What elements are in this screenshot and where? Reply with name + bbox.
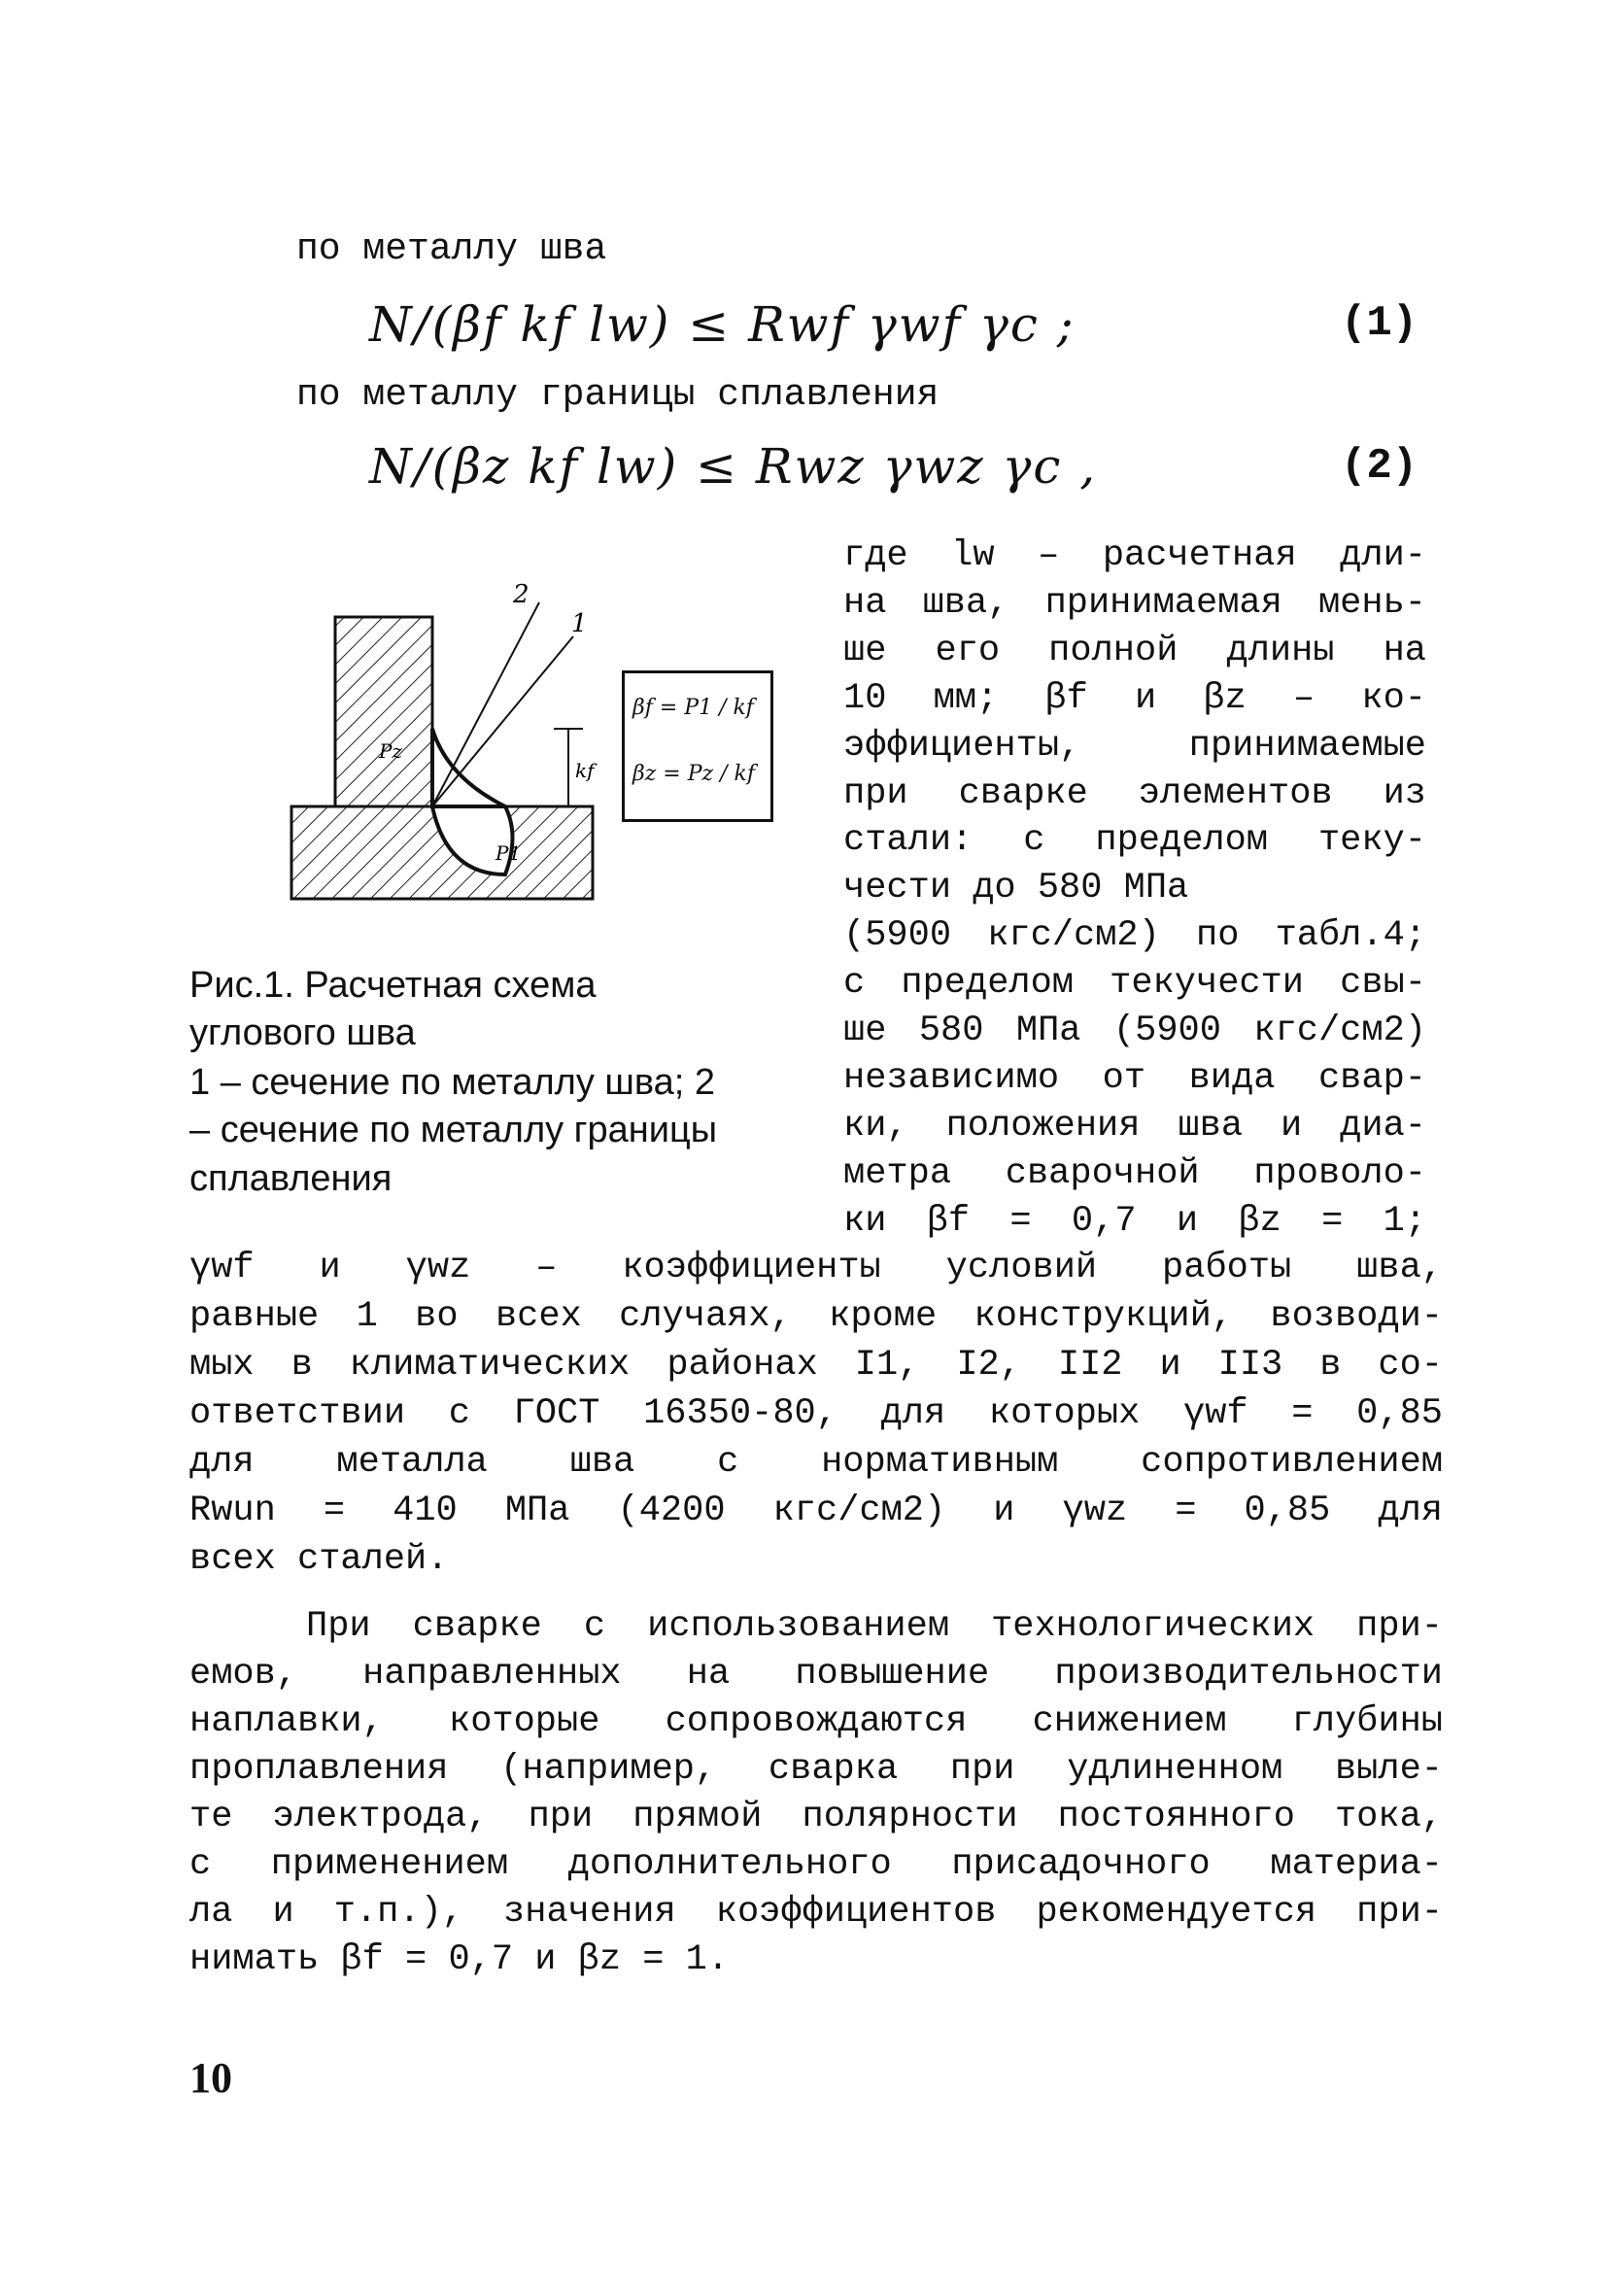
paragraph-line: всех сталей. [189,1539,449,1580]
paragraph-line: нимать βf = 0,7 и βz = 1. [189,1939,730,1980]
paragraph-line: с применением дополнительного присадочного материа- [189,1844,1443,1885]
paragraph-line: ответствии с ГОСТ 16350-80, для которых γwf = 0,85 [189,1393,1443,1434]
right-col-line: где lw – расчетная дли- [843,535,1426,576]
equation-number-1: (1) [1341,299,1418,348]
right-col-line: чести до 580 МПа [843,868,1189,909]
page-number: 10 [189,2054,232,2102]
paragraph-line: наплавки, которые сопровождаются снижением глубины [189,1701,1443,1742]
right-col-line: метра сварочной проволо- [843,1152,1426,1194]
paragraph-technology [189,1603,1443,1984]
label-section-1: 1 [571,609,588,638]
right-col-line: ше 580 МПа (5900 кгс/см2) [843,1011,1426,1052]
figure-caption-title: Рис.1. Расчетная схема углового шва [189,965,597,1054]
paragraph-line: γwf и γwz – коэффициенты условий работы шва, [189,1248,1443,1288]
right-col-line: независимо от вида свар- [843,1057,1426,1099]
right-col-line: (5900 кгс/см2) по табл.4; [843,915,1426,957]
formula-box [622,670,773,822]
formula-box-beta-z: βz = Pz / kf [632,762,755,786]
label-section-2: 2 [513,583,530,609]
section-line-1 [432,636,573,806]
right-col-line: с пределом текучести свы- [843,963,1426,1005]
intro-fusion-boundary: по металлу границы сплавления [296,374,940,416]
intro-weld-metal: по металлу шва [296,228,607,270]
paragraph-line: емов, направленных на повышение производительности [189,1654,1443,1695]
right-col-line: ки βf = 0,7 и βz = 1; [843,1200,1426,1242]
paragraph-line: те электрода, при прямой полярности постоянного тока, [189,1797,1443,1837]
paragraph-line: для металла шва с нормативным сопротивлением [189,1442,1443,1483]
figure-caption-description: 1 – сечение по металлу шва; 2 – сечение по металлу границы сплавления [189,1062,718,1199]
right-col-line: ше его полной длины на [843,630,1426,671]
label-pz: Pz [379,739,402,763]
formula-box-beta-f: βf = P1 / kf [632,696,754,720]
formula-2: N/(βz kf lw) ≤ Rwz γwz γc , [369,438,1098,495]
label-kf: kf [575,759,595,782]
right-col-line: 10 мм; βf и βz – ко- [843,677,1426,719]
paragraph-line: При сварке с использованием технологических при- [306,1606,1443,1647]
label-p1: P1 [495,841,522,865]
right-col-line: ки, положения шва и диа- [843,1105,1426,1147]
paragraph-line: проплавления (например, сварка при удлиненном выле- [189,1749,1443,1790]
right-col-line: на шва, принимаемая мень- [843,582,1426,624]
right-col-line: эффициенты, принимаемые [843,725,1426,767]
section-line-2 [432,602,539,806]
paragraph-coefficients [189,1244,1443,1584]
formula-1: N/(βf kf lw) ≤ Rwf γwf γc ; [369,296,1076,353]
paragraph-line: ла и т.п.), значения коэффициентов рекомендуется при- [189,1892,1443,1933]
paragraph-line: Rwun = 410 МПа (4200 кгс/см2) и γwz = 0,85 для [189,1491,1443,1531]
paragraph-line: мых в климатических районах I1, I2, II2 и II3 в со- [189,1345,1443,1386]
right-col-line: при сварке элементов из [843,772,1426,814]
right-col-line: стали: с пределом теку- [843,820,1426,862]
right-column-text [843,532,1426,1246]
paragraph-line: равные 1 во всех случаях, кроме конструкций, возводи- [189,1296,1443,1337]
vertical-plate [335,617,432,806]
equation-number-2: (2) [1341,442,1418,491]
